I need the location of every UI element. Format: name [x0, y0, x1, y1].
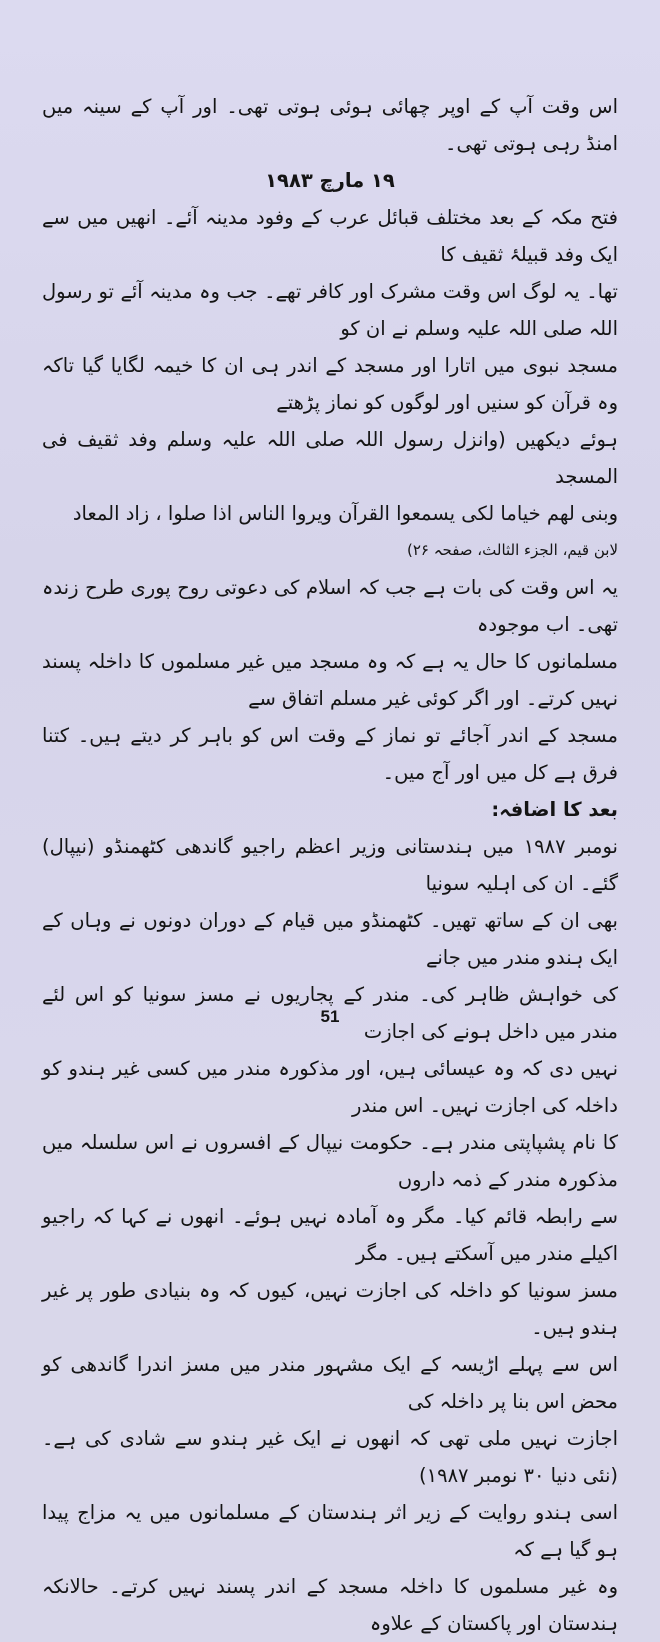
text-line: ہوئے دیکھیں (وانزل رسول اللہ صلی اللہ علیہ وسلم وفد ثقیف فی المسجد [42, 428, 618, 488]
text-line: تھا۔ یہ لوگ اس وقت مشرک اور کافر تھے۔ جب وہ مدینہ آئے تو رسول اللہ صلی اللہ علیہ وسلم نے ان کو [42, 280, 618, 340]
page-body-text [42, 88, 618, 1642]
text-line: کا نام پشپاپتی مندر ہے۔ حکومت نیپال کے افسروں نے اس سلسلہ میں مذکورہ مندر کے ذمہ داروں [42, 1131, 618, 1191]
text-line: فتح مکہ کے بعد مختلف قبائل عرب کے وفود مدینہ آئے۔ انھیں میں سے ایک وفد قبیلۂ ثقیف کا [42, 206, 618, 266]
text-line: بھی ان کے ساتھ تھیں۔ کٹھمنڈو میں قیام کے دوران دونوں نے وہاں کے ایک ہندو مندر میں جانے [42, 909, 618, 969]
text-line: مسجد کے اندر آجائے تو نماز کے وقت اس کو باہر کر دیتے ہیں۔ کتنا فرق ہے کل میں اور آج میں۔ [42, 724, 618, 784]
text-line: مسلمانوں کا حال یہ ہے کہ وہ مسجد میں غیر مسلموں کا داخلہ پسند نہیں کرتے۔ اور اگر کوئی غیر مسلم اتفاق سے [42, 650, 618, 710]
text-line: سے رابطہ قائم کیا۔ مگر وہ آمادہ نہیں ہوئے۔ انھوں نے کہا کہ راجیو اکیلے مندر میں آسکتے ہیں۔ مگر [42, 1205, 618, 1265]
text-line: اسی ہندو روایت کے زیر اثر ہندستان کے مسلمانوں میں یہ مزاج پیدا ہو گیا ہے کہ [42, 1501, 618, 1561]
text-line: وہ غیر مسلموں کا داخلہ مسجد کے اندر پسند نہیں کرتے۔ حالانکہ ہندستان اور پاکستان کے علاوہ [42, 1575, 618, 1635]
text-line: مسز سونیا کو داخلہ کی اجازت نہیں، کیوں کہ وہ بنیادی طور پر غیر ہندو ہیں۔ [42, 1279, 618, 1339]
text-line: نہیں دی کہ وہ عیسائی ہیں، اور مذکورہ مندر میں کسی غیر ہندو کو داخلہ کی اجازت نہیں۔ اس مندر [42, 1057, 618, 1117]
page-number: 51 [320, 1007, 340, 1026]
source-citation: لابن قیم، الجزء الثالث، صفحہ ۲۶) [406, 541, 618, 559]
text-line: نومبر ۱۹۸۷ میں ہندستانی وزیر اعظم راجیو گاندھی کٹھمنڈو (نیپال) گئے۔ ان کی اہلیہ سونیا [42, 835, 618, 895]
text-line: یہ اس وقت کی بات ہے جب کہ اسلام کی دعوتی روح پوری طرح زندہ تھی۔ اب موجودہ [42, 576, 618, 636]
text-line: وبنی لهم خیاما لکی یسمعوا القرآن ویروا الناس اذا صلوا ، زاد المعاد [72, 502, 618, 525]
date-heading: ۱۹ مارچ ۱۹۸۳ [265, 169, 395, 192]
text-line: کی خواہش ظاہر کی۔ مندر کے پجاریوں نے مسز سونیا کو اس لئے مندر میں داخل ہونے کی اجازت [42, 983, 618, 1043]
text-line: اجازت نہیں ملی تھی کہ انھوں نے ایک غیر ہندو سے شادی کی ہے۔ (نئی دنیا ۳۰ نومبر ۱۹۸۷) [42, 1427, 618, 1487]
text-line: اس سے پہلے اڑیسہ کے ایک مشہور مندر میں مسز اندرا گاندھی کو محض اس بنا پر داخلہ کی [42, 1353, 618, 1413]
text-line: مسجد نبوی میں اتارا اور مسجد کے اندر ہی ان کا خیمہ لگایا گیا تاکہ وہ قرآن کو سنیں اور لوگوں کو نماز پڑھتے [42, 354, 618, 414]
text-line: اس وقت آپ کے اوپر چھائی ہوئی ہوتی تھی۔ اور آپ کے سینہ میں امنڈ رہی ہوتی تھی۔ [42, 95, 618, 155]
section-heading: بعد کا اضافہ: [491, 798, 618, 821]
